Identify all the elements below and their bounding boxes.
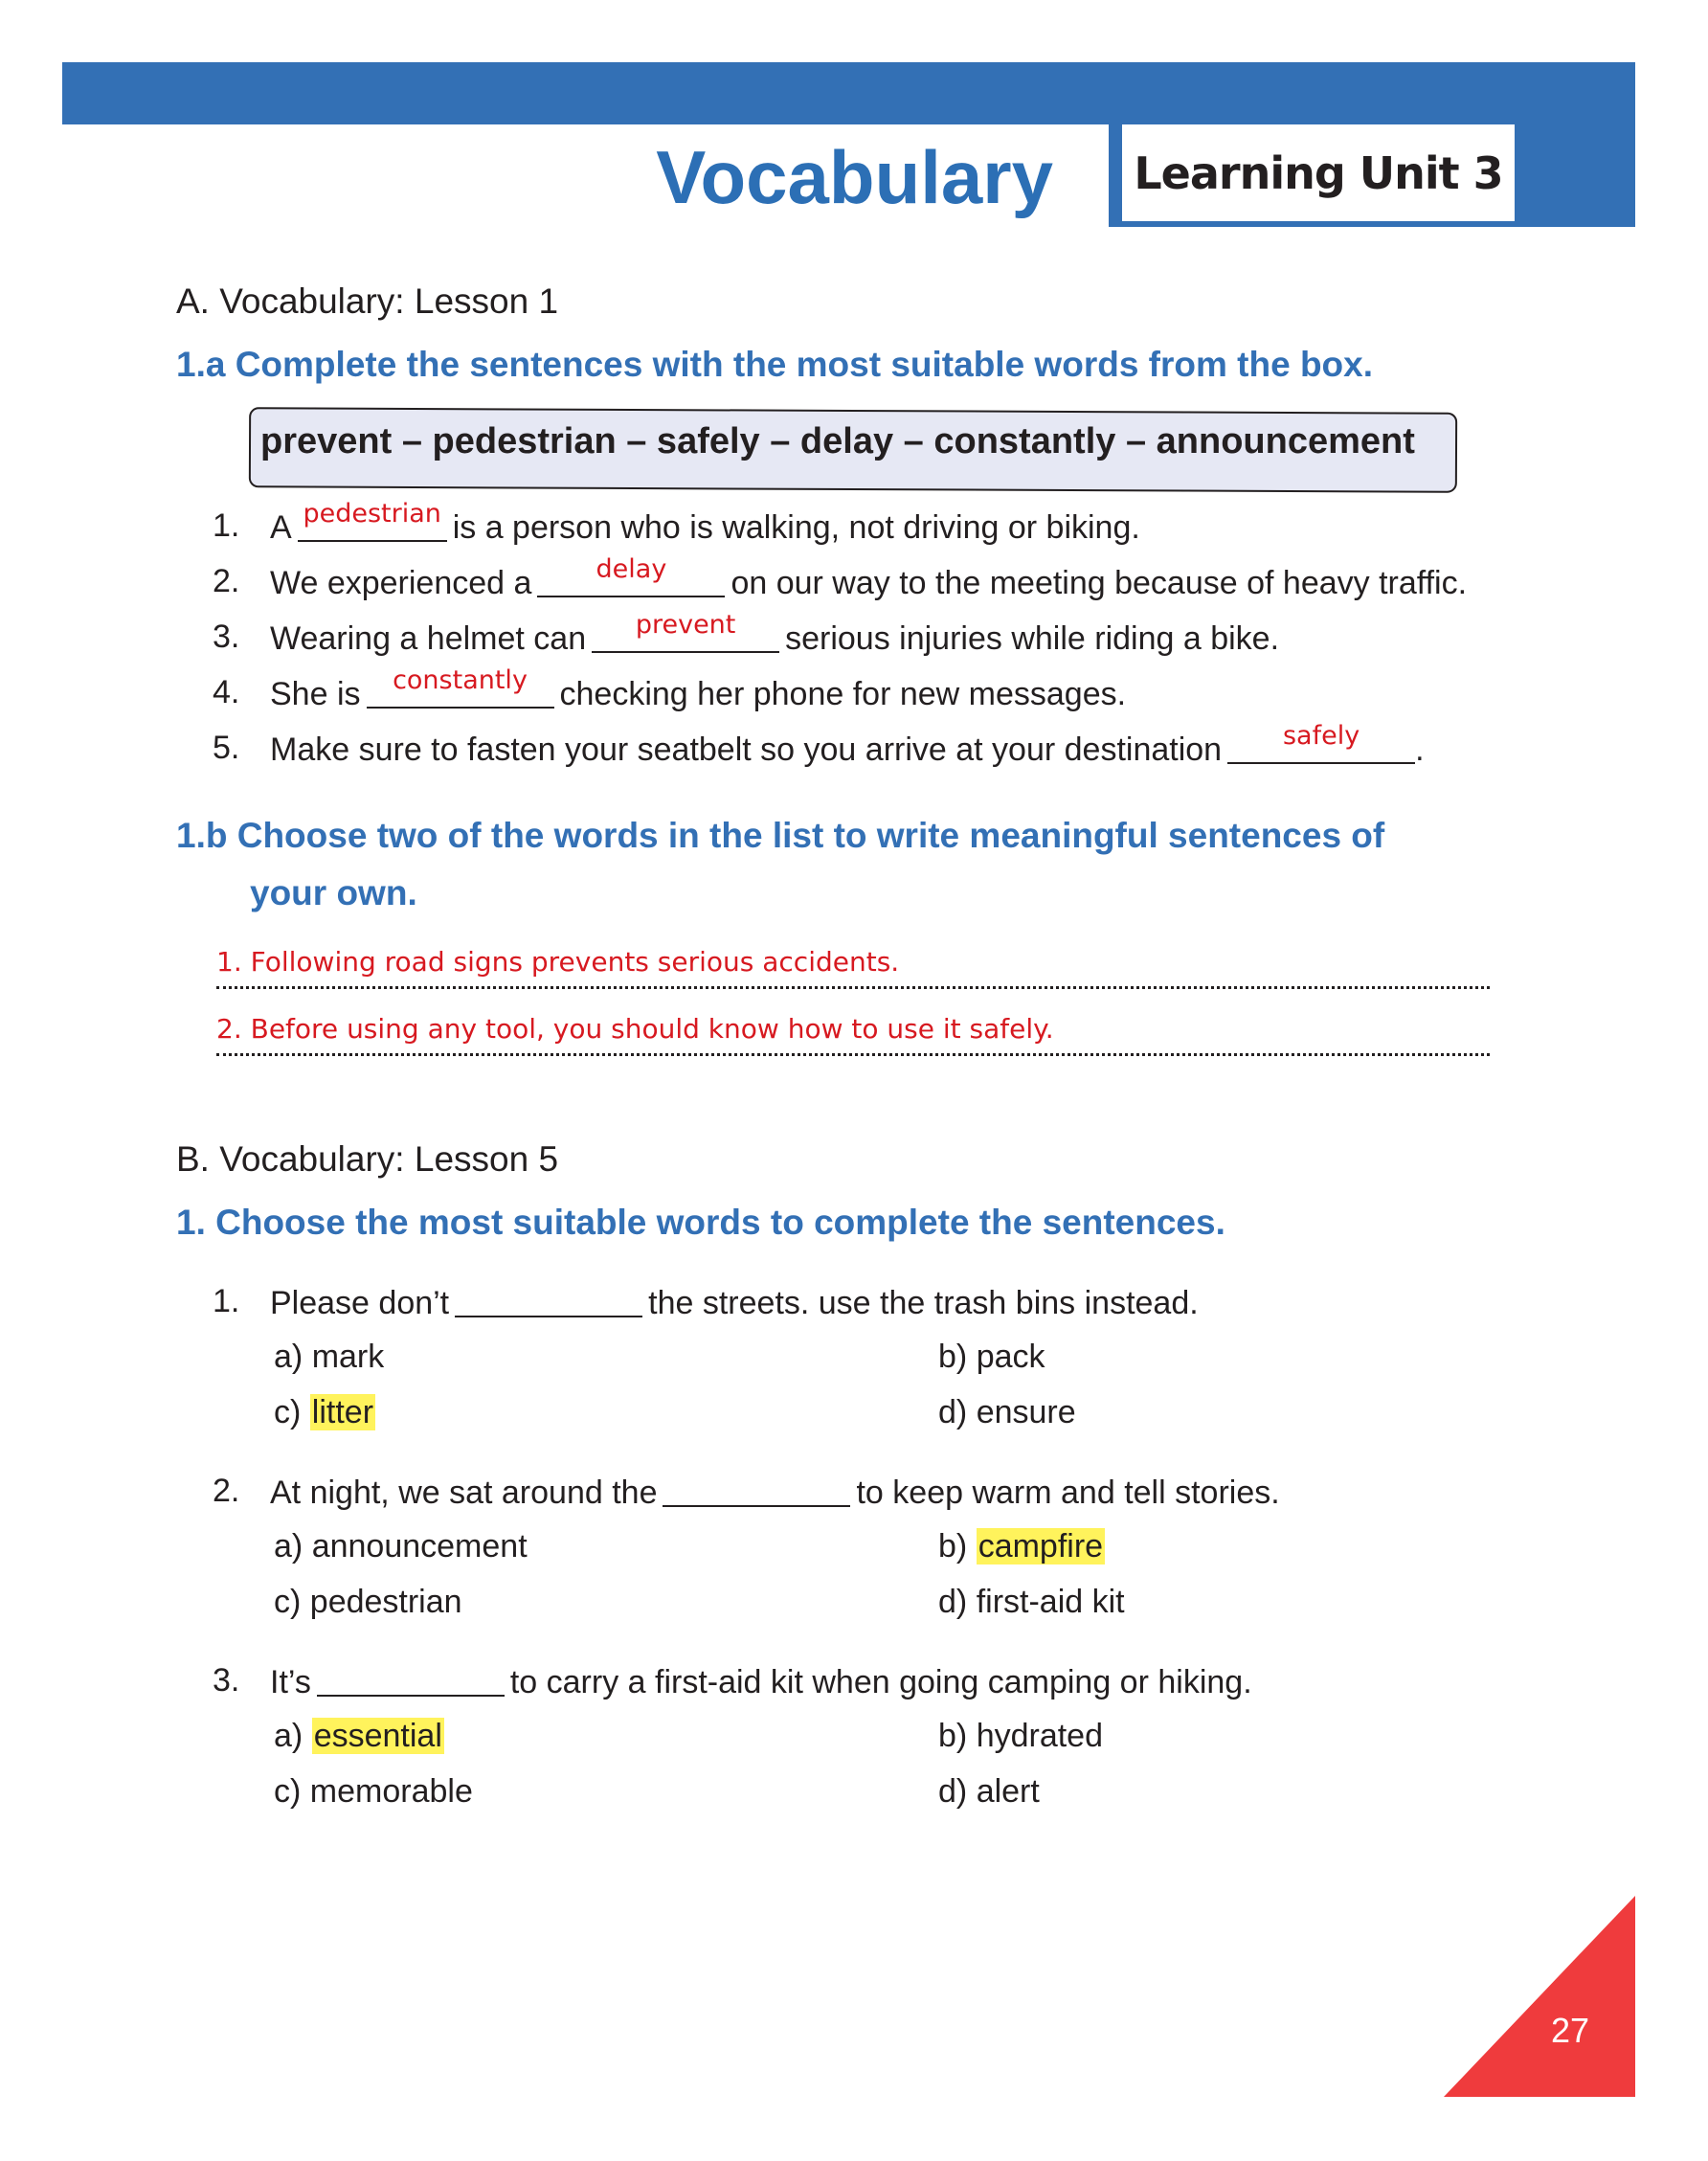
option-d[interactable] (938, 1584, 1125, 1621)
option-a[interactable] (274, 1339, 384, 1376)
item-text-before: She is (270, 676, 361, 712)
answer-blank[interactable] (663, 1473, 850, 1507)
item-text-after: . (1415, 732, 1425, 768)
item-number: 4. (213, 674, 240, 710)
task-1b-instruction: 1.b Choose two of the words in the list to write meaningful sentences of (176, 816, 1385, 855)
question-text-after: the streets. use the trash bins instead. (648, 1285, 1199, 1321)
question-number: 1. (213, 1283, 240, 1319)
item-number: 5. (213, 730, 240, 766)
section-b-instruction: 1. Choose the most suitable words to complete the sentences. (176, 1203, 1225, 1242)
item-number: 1. (213, 507, 240, 544)
item-text-before: Make sure to fasten your seatbelt so you arrive at your destination (270, 732, 1223, 768)
question-text-before: At night, we sat around the (270, 1474, 658, 1511)
fill-item-5 (270, 721, 1425, 769)
answer-blank[interactable] (592, 610, 779, 653)
question-text-before: Please don’t (270, 1285, 450, 1321)
page-number: 27 (1551, 2011, 1590, 2050)
fill-item-3 (270, 610, 1280, 658)
option-letter: c) (274, 1394, 302, 1430)
item-text-after: is a person who is walking, not driving or biking. (452, 509, 1140, 546)
section-a-heading: A. Vocabulary: Lesson 1 (176, 281, 559, 321)
fill-item-1 (270, 499, 1140, 547)
option-text: alert (976, 1773, 1040, 1810)
option-letter: c) (274, 1584, 302, 1620)
answer-blank[interactable] (1227, 721, 1415, 764)
item-text-after: serious injuries while riding a bike. (785, 620, 1280, 657)
item-number: 3. (213, 619, 240, 655)
question-2 (270, 1473, 1280, 1512)
answer-line-1[interactable] (216, 986, 1490, 989)
option-text: pedestrian (309, 1584, 462, 1620)
answer-blank[interactable] (298, 499, 447, 542)
option-text: memorable (309, 1773, 473, 1810)
option-letter: b) (938, 1528, 968, 1564)
word-box-text: prevent – pedestrian – safely – delay – constantly – announcement (260, 421, 1415, 461)
item-text-after: checking her phone for new messages. (559, 676, 1127, 712)
option-text-highlighted: litter (311, 1394, 374, 1430)
corner-triangle (1444, 1896, 1635, 2097)
option-letter: a) (274, 1528, 303, 1564)
option-letter: b) (938, 1718, 968, 1754)
option-letter: a) (274, 1718, 303, 1754)
option-letter: c) (274, 1773, 302, 1810)
handwritten-answer: pedestrian (303, 499, 441, 529)
option-text: mark (311, 1339, 385, 1375)
task-1b-instruction-cont: your own. (250, 873, 417, 912)
section-b-heading: B. Vocabulary: Lesson 5 (176, 1139, 559, 1179)
handwritten-answer: prevent (635, 610, 736, 640)
option-letter: d) (938, 1584, 968, 1620)
answer-blank[interactable] (367, 665, 554, 709)
option-text: hydrated (976, 1718, 1104, 1754)
option-text-highlighted: campfire (978, 1528, 1104, 1564)
option-text: pack (976, 1339, 1045, 1375)
option-text: ensure (976, 1394, 1076, 1430)
page-title: Vocabulary (656, 135, 1053, 219)
option-c[interactable] (274, 1584, 462, 1621)
fill-item-4 (270, 665, 1127, 713)
header-bar (62, 62, 1635, 124)
question-text-after: to carry a first-aid kit when going camping or hiking. (509, 1664, 1252, 1700)
option-c[interactable] (274, 1394, 375, 1431)
option-text: announcement (311, 1528, 528, 1564)
item-text-before: We experienced a (270, 565, 532, 601)
handwritten-answer: delay (596, 554, 667, 584)
question-1 (270, 1283, 1199, 1322)
option-b[interactable] (938, 1339, 1045, 1376)
item-text-after: on our way to the meeting because of heavy traffic. (730, 565, 1468, 601)
question-number: 2. (213, 1473, 240, 1509)
option-a[interactable] (274, 1528, 528, 1565)
task-1a-instruction: 1.a Complete the sentences with the most suitable words from the box. (176, 345, 1374, 384)
option-letter: d) (938, 1773, 968, 1810)
option-d[interactable] (938, 1394, 1076, 1431)
option-text: first-aid kit (976, 1584, 1125, 1620)
answer-blank[interactable] (537, 554, 725, 597)
answer-blank[interactable] (317, 1662, 505, 1697)
handwritten-answer: safely (1282, 721, 1360, 751)
fill-item-2 (270, 554, 1468, 602)
handwritten-sentence-2: 2. Before using any tool, you should know how to use it safely. (216, 1013, 1054, 1045)
option-letter: d) (938, 1394, 968, 1430)
item-text-before: A (270, 509, 292, 546)
question-number: 3. (213, 1662, 240, 1699)
handwritten-answer: constantly (393, 665, 528, 695)
item-text-before: Wearing a helmet can (270, 620, 587, 657)
option-c[interactable] (274, 1773, 473, 1811)
option-b[interactable] (938, 1528, 1105, 1565)
answer-line-2[interactable] (216, 1053, 1490, 1056)
option-b[interactable] (938, 1718, 1103, 1755)
option-letter: a) (274, 1339, 303, 1375)
question-3 (270, 1662, 1252, 1701)
option-text-highlighted: essential (313, 1718, 442, 1754)
answer-blank[interactable] (455, 1283, 642, 1317)
question-text-before: It’s (270, 1664, 311, 1700)
item-number: 2. (213, 563, 240, 599)
handwritten-sentence-1: 1. Following road signs prevents serious accidents. (216, 946, 900, 978)
option-a[interactable] (274, 1718, 444, 1755)
option-letter: b) (938, 1339, 968, 1375)
option-d[interactable] (938, 1773, 1040, 1811)
unit-label: Learning Unit 3 (1122, 124, 1515, 221)
question-text-after: to keep warm and tell stories. (856, 1474, 1280, 1511)
